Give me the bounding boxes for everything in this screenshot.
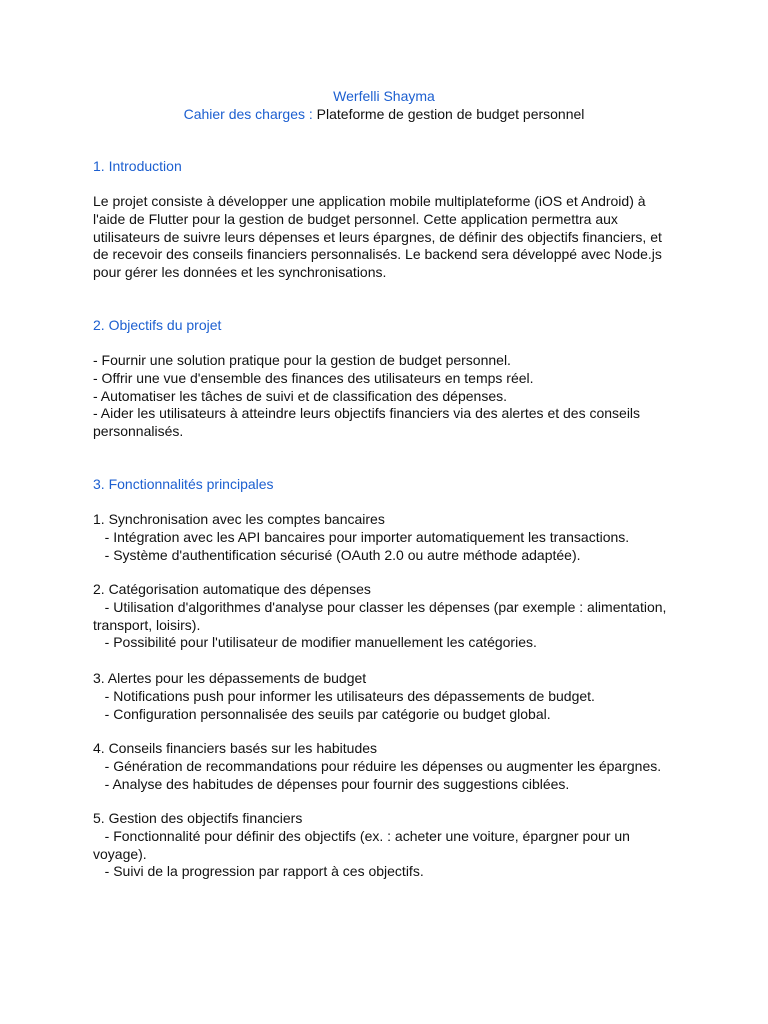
feature-detail: transport, loisirs). [93, 616, 201, 633]
feature-detail: - Fonctionnalité pour définir des objectifs (ex. : acheter une voiture, épargner pour un [93, 827, 630, 844]
feature-title: 2. Catégorisation automatique des dépenses [93, 581, 371, 597]
paragraph-line: utilisateurs de suivre leurs dépenses et leurs épargnes, de définir des objectifs financiers, et [93, 228, 662, 245]
feature-detail: - Génération de recommandations pour réduire les dépenses ou augmenter les épargnes. [93, 757, 662, 774]
section-heading-introduction: 1. Introduction [93, 158, 182, 174]
section-heading-objectives: 2. Objectifs du projet [93, 317, 222, 333]
feature-item-alerts [93, 670, 693, 723]
feature-detail: - Notifications push pour informer les utilisateurs des dépassements de budget. [93, 687, 595, 704]
paragraph-line: pour gérer les données et les synchronisations. [93, 264, 387, 281]
introduction-paragraph [93, 193, 693, 282]
feature-item-goals [93, 810, 693, 881]
feature-detail: - Configuration personnalisée des seuils par catégorie ou budget global. [93, 705, 551, 722]
feature-detail: - Intégration avec les API bancaires pour importer automatiquement les transactions. [93, 528, 630, 545]
feature-detail: - Utilisation d'algorithmes d'analyse pour classer les dépenses (par exemple : alimentation, [93, 598, 667, 615]
feature-title: 3. Alertes pour les dépassements de budget [93, 670, 367, 686]
list-item: - Offrir une vue d'ensemble des finances des utilisateurs en temps réel. [93, 369, 534, 386]
document-title-text: Plateforme de gestion de budget personnel [312, 106, 585, 122]
feature-title: 4. Conseils financiers basés sur les habitudes [93, 740, 378, 756]
list-item: - Automatiser les tâches de suivi et de classification des dépenses. [93, 387, 507, 404]
paragraph-line: Le projet consiste à développer une application mobile multiplateforme (iOS et Android) à [93, 193, 646, 209]
list-item: - Fournir une solution pratique pour la gestion de budget personnel. [93, 352, 511, 368]
section-heading-features: 3. Fonctionnalités principales [93, 476, 274, 492]
document-title-prefix: Cahier des charges : [183, 106, 313, 122]
feature-item-sync [93, 511, 693, 564]
feature-title: 5. Gestion des objectifs financiers [93, 810, 303, 826]
feature-detail: - Possibilité pour l'utilisateur de modifier manuellement les catégories. [93, 634, 537, 651]
feature-detail: - Suivi de la progression par rapport à ces objectifs. [93, 863, 424, 880]
objectives-list [93, 352, 693, 441]
document-author: Werfelli Shayma [333, 88, 435, 104]
feature-item-advice [93, 740, 693, 793]
feature-detail: - Système d'authentification sécurisé (OAuth 2.0 ou autre méthode adaptée). [93, 546, 581, 563]
list-item: - Aider les utilisateurs à atteindre leurs objectifs financiers via des alertes et des conseils [93, 405, 641, 422]
paragraph-line: de recevoir des conseils financiers personnalisés. Le backend sera développé avec Node.js [93, 246, 662, 263]
paragraph-line: l'aide de Flutter pour la gestion de budget personnel. Cette application permettra aux [93, 210, 618, 227]
list-item: personnalisés. [93, 423, 184, 440]
feature-detail: voyage). [93, 845, 147, 862]
document-title [0, 105, 768, 123]
feature-title: 1. Synchronisation avec les comptes bancaires [93, 511, 385, 527]
feature-detail: - Analyse des habitudes de dépenses pour fournir des suggestions ciblées. [93, 775, 570, 792]
feature-item-categorization [93, 581, 693, 652]
